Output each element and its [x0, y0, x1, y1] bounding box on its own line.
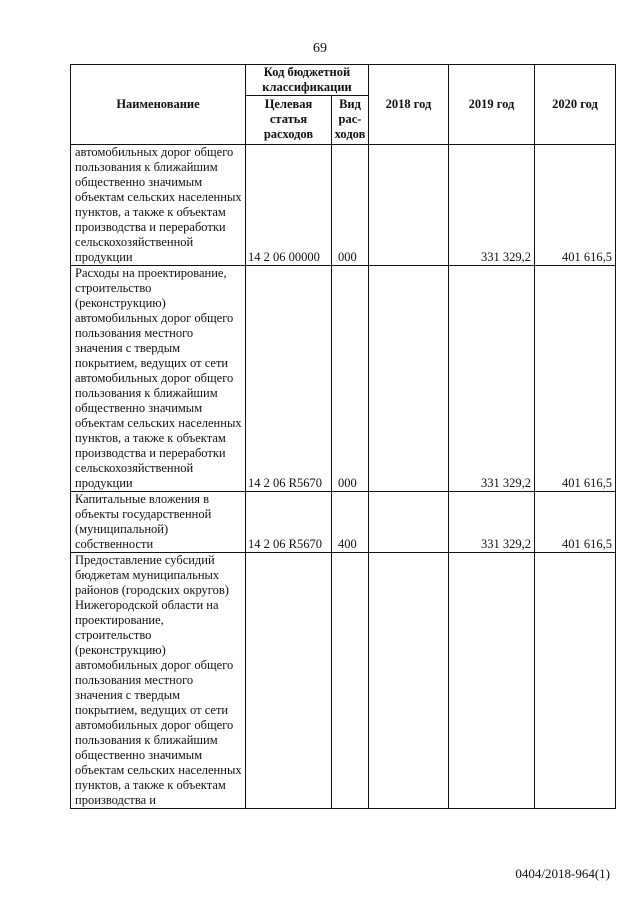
row-expense-type: 000: [332, 145, 369, 266]
row-2018: [369, 266, 449, 492]
row-2019: [449, 553, 535, 809]
table-row: [71, 266, 616, 492]
header-expense-type: Вид рас- ходов: [332, 96, 369, 145]
row-expense-type: [332, 553, 369, 809]
table-row: [71, 145, 616, 266]
header-row-top: [71, 65, 616, 96]
header-target-article: Целевая статья расходов: [246, 96, 332, 145]
row-target-article: [246, 553, 332, 809]
header-name: Наименование: [71, 65, 246, 145]
row-2019: 331 329,2: [449, 492, 535, 553]
header-year-2020: 2020 год: [535, 65, 616, 145]
row-expense-type: 000: [332, 266, 369, 492]
row-name: автомобильных дорог общего пользования к ближайшим общественно значимым объектам сельских населенных пунктов, а также к объектам производства и переработки сельскохозяйственной продукции: [71, 145, 246, 266]
row-2020: 401 616,5: [535, 492, 616, 553]
budget-table: [70, 64, 616, 809]
header-year-2018: 2018 год: [369, 65, 449, 145]
row-2018: [369, 553, 449, 809]
row-2018: [369, 145, 449, 266]
table-row: [71, 553, 616, 809]
row-2019: 331 329,2: [449, 145, 535, 266]
row-name: Предоставление субсидий бюджетам муниципальных районов (городских округов) Нижегородской области на проектирование, строительство (реконструкцию) автомобильных дорог общего пользования местного значения с твердым покрытием, ведущих от сети автомобильных дорог общего пользования к ближайшим общественно значимым объектам сельских населенных пунктов, а также к объектам производства и: [71, 553, 246, 809]
row-name: Капитальные вложения в объекты государственной (муниципальной) собственности: [71, 492, 246, 553]
row-target-article: 14 2 06 R5670: [246, 492, 332, 553]
row-target-article: 14 2 06 00000: [246, 145, 332, 266]
row-2020: 401 616,5: [535, 145, 616, 266]
row-2018: [369, 492, 449, 553]
row-2020: 401 616,5: [535, 266, 616, 492]
row-target-article: 14 2 06 R5670: [246, 266, 332, 492]
document-number: 0404/2018-964(1): [515, 866, 610, 881]
row-2019: 331 329,2: [449, 266, 535, 492]
row-expense-type: 400: [332, 492, 369, 553]
row-2020: [535, 553, 616, 809]
header-year-2019: 2019 год: [449, 65, 535, 145]
row-name: Расходы на проектирование, строительство (реконструкцию) автомобильных дорог общего пользования местного значения с твердым покрытием, ведущих от сети автомобильных дорог общего пользования к ближайшим общественно значимым объектам сельских населенных пунктов, а также к объектам производства и переработки сельскохозяйственной продукции: [71, 266, 246, 492]
page-number: 69: [313, 41, 327, 56]
table-row: [71, 492, 616, 553]
header-budget-code: Код бюджетной классификации: [246, 65, 369, 96]
